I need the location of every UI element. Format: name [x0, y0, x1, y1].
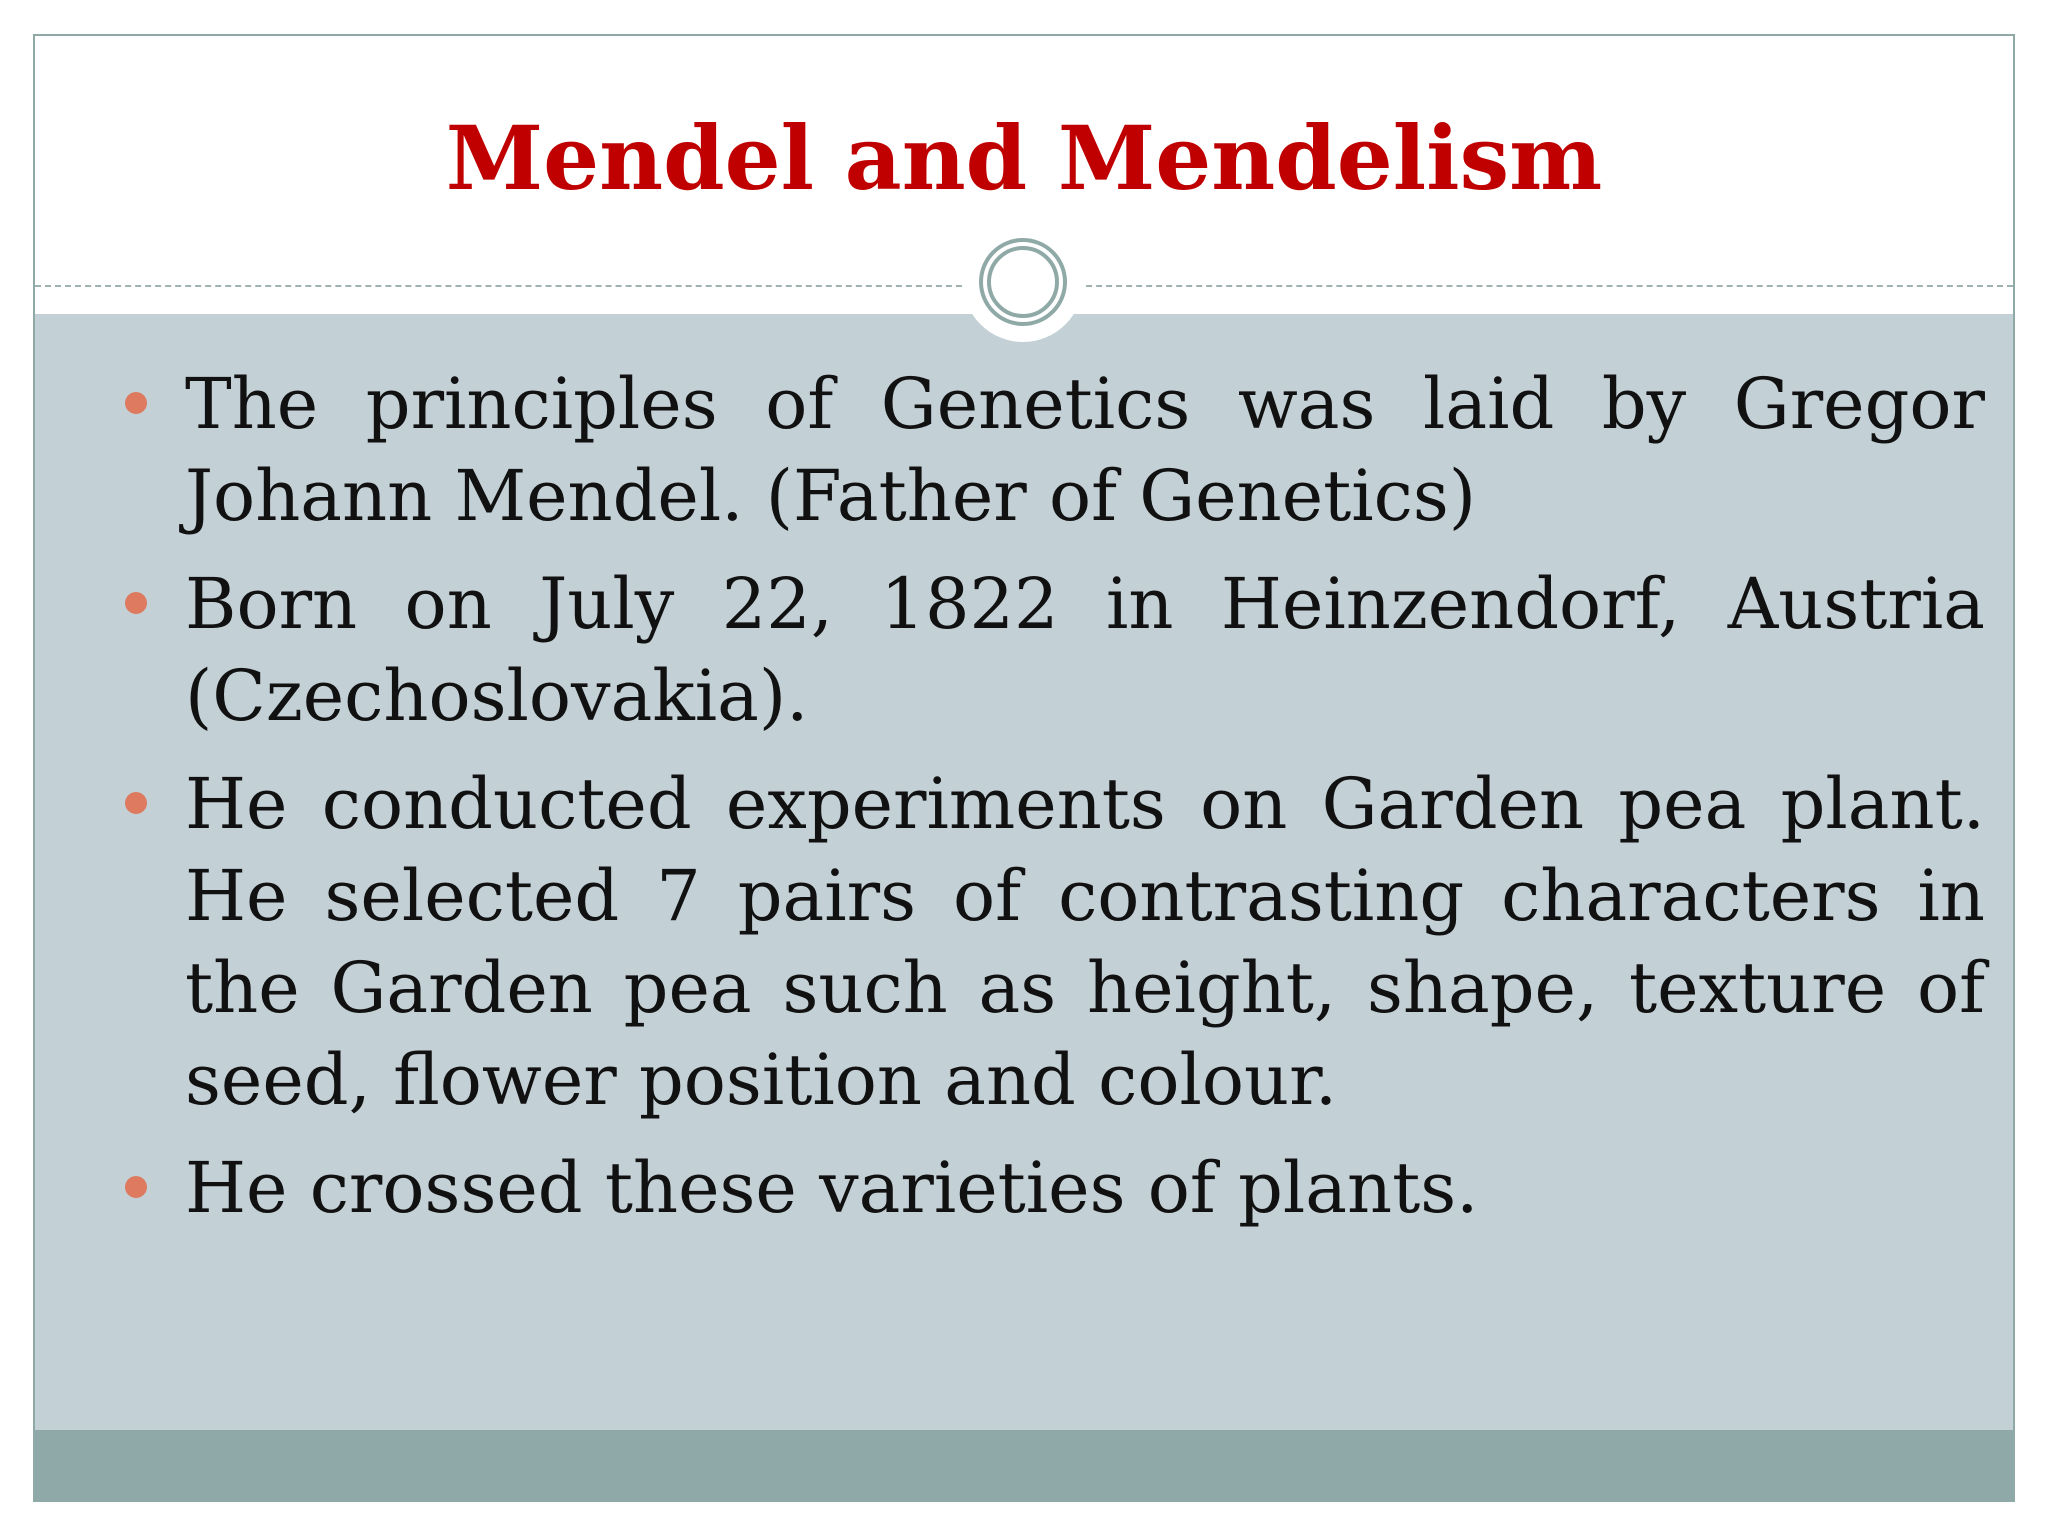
footer-band	[35, 1430, 2013, 1500]
bullet-item	[95, 758, 1985, 1126]
slide	[33, 34, 2015, 1502]
double-ring-circle-icon	[963, 222, 1083, 342]
bullet-dot-icon	[125, 592, 147, 614]
bullet-text: The principles of Genetics was laid by Gregor Johann Mendel. (Father of Genetics)	[185, 363, 1985, 537]
bullet-text: He crossed these varieties of plants.	[185, 1147, 1479, 1229]
bullet-dot-icon	[125, 1176, 147, 1198]
bullet-text: Born on July 22, 1822 in Heinzendorf, Austria (Czechoslovakia).	[185, 563, 1985, 737]
bullet-dot-icon	[125, 392, 147, 414]
bullet-item	[95, 358, 1985, 542]
slide-title: Mendel and Mendelism	[445, 106, 1603, 210]
bullet-item	[95, 558, 1985, 742]
bullet-item	[95, 1142, 1985, 1234]
bullet-list	[95, 358, 1985, 1250]
bullet-text: He conducted experiments on Garden pea plant. He selected 7 pairs of contrasting characters in the Garden pea such as height, shape, texture of seed, flower position and colour.	[185, 763, 1985, 1121]
inner-ring	[987, 246, 1059, 318]
bullet-dot-icon	[125, 792, 147, 814]
